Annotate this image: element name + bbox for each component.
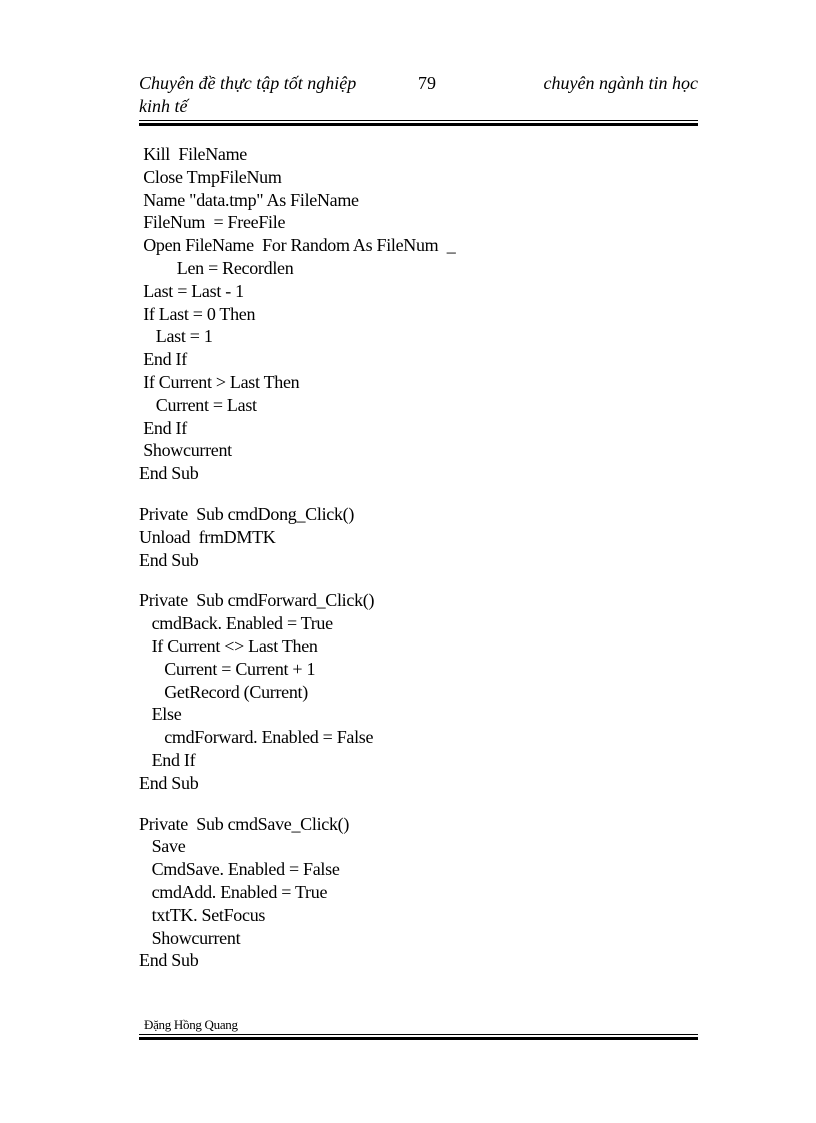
code-line: Save <box>139 836 186 857</box>
block-spacer <box>139 571 698 589</box>
header-rule <box>139 120 698 126</box>
code-line: End Sub <box>139 950 199 971</box>
code-line: Private Sub cmdForward_Click() <box>139 590 375 611</box>
code-line: Current = Last <box>139 394 257 415</box>
code-block <box>139 503 698 571</box>
code-line: If Current > Last Then <box>139 371 300 392</box>
header-document-title <box>139 72 389 118</box>
header-subject: chuyên ngành tin học <box>543 73 698 93</box>
page-number: 79 <box>418 73 436 93</box>
code-line: Unload frmDMTK <box>139 526 276 547</box>
block-spacer <box>139 485 698 503</box>
code-line: Close TmpFileNum <box>139 166 282 187</box>
code-line: Name "data.tmp" As FileName <box>139 189 359 210</box>
code-line: txtTK. SetFocus <box>139 904 266 925</box>
page-header <box>139 72 698 116</box>
code-listing <box>139 143 698 972</box>
code-line: cmdForward. Enabled = False <box>139 727 374 748</box>
code-line: Private Sub cmdSave_Click() <box>139 813 350 834</box>
code-line: Current = Current + 1 <box>139 658 316 679</box>
block-spacer <box>139 795 698 813</box>
code-line: End If <box>139 749 196 770</box>
code-line: cmdBack. Enabled = True <box>139 613 333 634</box>
footer-author: Đặng Hồng Quang <box>144 1017 238 1032</box>
code-line: Kill FileName <box>139 144 247 164</box>
code-line: CmdSave. Enabled = False <box>139 859 340 880</box>
code-line: End If <box>139 417 187 438</box>
code-line: FileNum = FreeFile <box>139 212 286 233</box>
code-line: If Current <> Last Then <box>139 635 318 656</box>
code-line: Last = Last - 1 <box>139 280 244 301</box>
code-line: GetRecord (Current) <box>139 681 308 702</box>
header-title-line-2: kinh tế <box>139 96 188 116</box>
code-block <box>139 589 698 794</box>
header-title-line-1: Chuyên đề thực tập tốt nghiệp <box>139 73 357 93</box>
code-line: End Sub <box>139 772 199 793</box>
code-line: Len = Recordlen <box>139 257 294 278</box>
code-line: Open FileName For Random As FileNum _ <box>139 235 456 256</box>
code-line: If Last = 0 Then <box>139 303 256 324</box>
footer-rule <box>139 1034 698 1040</box>
code-line: End Sub <box>139 549 199 570</box>
code-line: Showcurrent <box>139 927 241 948</box>
code-line: End If <box>139 349 187 370</box>
code-line: Showcurrent <box>139 440 232 461</box>
code-block <box>139 813 698 973</box>
code-line: End Sub <box>139 463 199 484</box>
code-line: Private Sub cmdDong_Click() <box>139 503 355 524</box>
code-block <box>139 143 698 485</box>
code-line: Last = 1 <box>139 326 213 347</box>
code-line: cmdAdd. Enabled = True <box>139 881 328 902</box>
code-line: Else <box>139 704 182 725</box>
